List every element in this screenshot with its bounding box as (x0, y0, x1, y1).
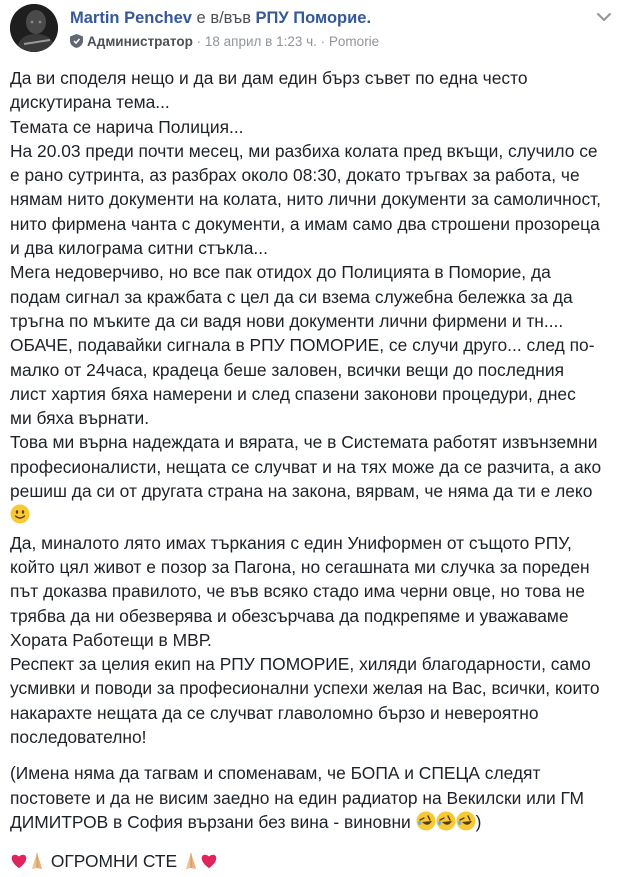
post-line: професионалисти, нещата се случват и на тях може да се разчита, а ако (10, 456, 602, 477)
post-line: подам сигнал за кражбата с цел да си взема служебна бележка за да (10, 286, 573, 307)
post-line: постовете и да не висим заедно на един радиатор на Векилски или ГМ (10, 787, 585, 808)
post-line: усмивки и поводи за професионални успехи желая на Вас, всички, които (10, 678, 600, 699)
red-heart-icon (10, 852, 28, 876)
post-timestamp[interactable]: 18 април в 1:23 ч. (204, 34, 317, 49)
post-line: На 20.03 преди почти месец, ми разбиха колата пред вкъщи, случило се (10, 140, 598, 161)
post-line: Мега недоверчиво, но все пак отидох до Полицията в Поморие, да (10, 262, 551, 283)
post-line: който цял живот е позор за Пагона, но сегашната ми случка за пореден (10, 556, 590, 577)
post-line: (Имена няма да тагвам и споменавам, че БОПА и СПЕЦА следят (10, 763, 541, 784)
author-role: Администратор (87, 34, 193, 49)
rolling-laughing-icon (436, 811, 456, 837)
post-line: дискутирана тема... (10, 92, 170, 113)
rolling-laughing-icon (456, 811, 476, 837)
post-line: трябва да ни обезверява и обезсърчава да подкрепяме и уважаваме (10, 605, 569, 626)
chevron-down-icon[interactable] (594, 7, 614, 27)
smiling-face-icon (10, 504, 30, 530)
post-line: лист хартия бяха намерени и след спазени законови процедури, днес (10, 383, 576, 404)
post-line: накарахте нещата да се случват главоломно бързо и невероятно (10, 702, 539, 723)
checkin-connector: е в/във (191, 9, 256, 27)
closing-line (10, 849, 620, 876)
post-line: ми бяха върнати. (10, 408, 150, 429)
post-line: нито фирмена чанта с документи, а имам само два строшени прозореца (10, 213, 600, 234)
post-line: Да, миналото лято имах търкания с един Униформен от същото РПУ, (10, 532, 572, 553)
location-link[interactable]: РПУ Поморие. (255, 9, 372, 27)
closing-paren: ) (475, 811, 482, 832)
meta-separator: · (320, 34, 326, 49)
shield-icon (70, 34, 83, 48)
folded-hands-icon (182, 850, 200, 876)
post-line: тръгна по мъките да си вадя нови документи лични фирмени и тн.... (10, 310, 564, 331)
red-heart-icon (200, 852, 218, 876)
post-line: ОБАЧЕ, подавайки сигнала в РПУ ПОМОРИЕ, се случи друго... след по- (10, 335, 595, 356)
post-line: и два килограма ситни стъкла... (10, 238, 268, 259)
post-line: Темата се нарича Полиция... (10, 116, 244, 137)
closing-text: ОГРОМНИ СТЕ (46, 851, 182, 872)
post-line: Респект за целия екип на РПУ ПОМОРИЕ, хиляди благодарности, само (10, 654, 591, 675)
folded-hands-icon (28, 850, 46, 876)
post-line: Това ми върна надеждата и вярата, че в Системата работят извънземни (10, 432, 598, 453)
post-line: малко от 24часа, крадеца беше заловен, всички вещи до последния (10, 359, 565, 380)
meta-separator: · (196, 34, 202, 49)
post-line: нямам нито документи на колата, нито лични документи за самоличност, (10, 189, 602, 210)
post-line: път доказва правилото, че във всяко стадо има черни овце, но това не (10, 581, 585, 602)
rolling-laughing-icon (416, 811, 436, 837)
post-title-line (70, 9, 371, 28)
post-line: Да ви споделя нещо и да ви дам един бърз съвет по една често (10, 68, 528, 88)
post-meta (70, 34, 379, 49)
post-line (10, 810, 620, 837)
post-line: Хората Работещи в МВР. (10, 629, 212, 650)
post-line: решиш да си от другата страна на закона, вярвам, че няма да ти е леко (10, 481, 593, 502)
post-line: последователно! (10, 727, 147, 748)
place-label[interactable]: Pomorie (328, 34, 380, 49)
author-name-link[interactable]: Martin Penchev (70, 9, 192, 27)
avatar[interactable] (10, 4, 58, 52)
post-line-text: ДИМИТРОВ в София вързани без вина - виновни (10, 811, 411, 832)
post-header (0, 0, 628, 60)
post-line: е рано сутринта, аз разбрах около 08:30, докато тръгвах за работа, че (10, 165, 580, 186)
post-body (10, 66, 620, 877)
emoji-line (10, 503, 620, 530)
